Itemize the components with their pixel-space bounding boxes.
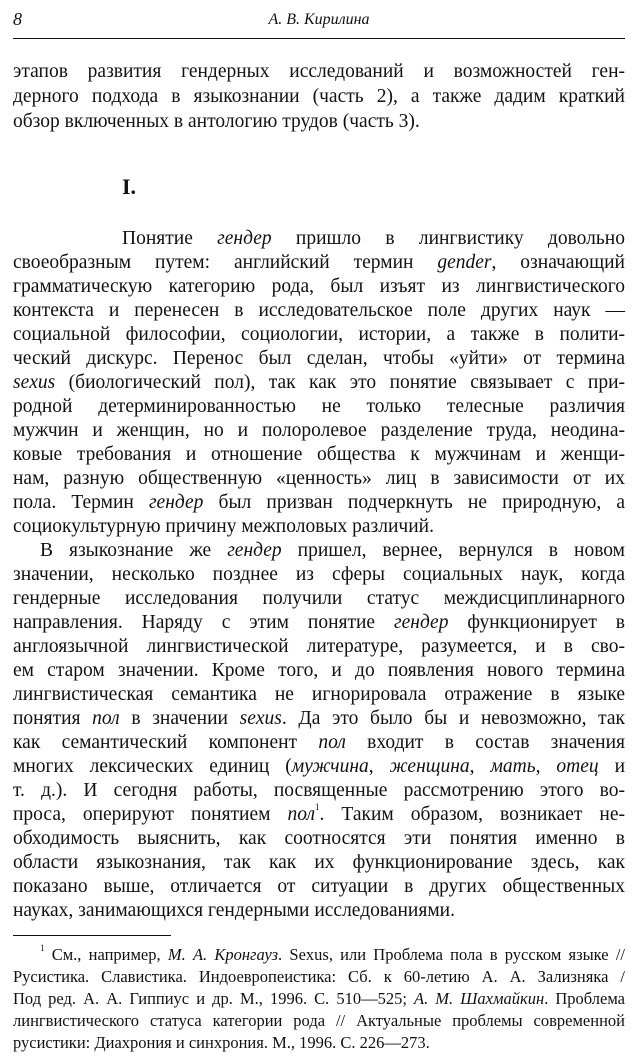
text-line: sexus (биологический пол), так как это понятие связывает с при- bbox=[13, 372, 625, 393]
footnote-line: $^1$ См., например, М. А. Кронгауз. Sexus, или Проблема пола в русском языке // bbox=[40, 943, 625, 964]
text-line: родной детерминированностью не только телесные различия bbox=[13, 396, 625, 417]
text-line: ем старом значении. Кроме того, и до появления нового термина bbox=[13, 660, 625, 681]
text-line: значении, несколько позднее из сферы социальных наук, когда bbox=[13, 564, 625, 585]
text-line: мужчин и женщин, но и полоролевое разделение труда, неодина- bbox=[13, 420, 625, 441]
text-line: пола. Термин гендер был призван подчеркнуть не природную, а bbox=[13, 492, 625, 513]
text-line: В языкознание же гендер пришел, вернее, вернулся в новом bbox=[40, 540, 625, 561]
text-line: показано выше, отличается от ситуации в других общественных bbox=[13, 876, 625, 897]
text-line: области языкознания, так как их функционирование здесь, как bbox=[13, 852, 625, 873]
footnote-marker: 1 bbox=[40, 943, 45, 953]
text-line: как семантический компонент пол входит в состав значения bbox=[13, 732, 625, 753]
text-line: контекста и перенесен в исследовательское поле других наук — bbox=[13, 300, 625, 321]
footnote-ref[interactable]: 1 bbox=[315, 802, 320, 812]
text-line: ковые требования и отношение общества к мужчинам и женщи- bbox=[13, 444, 625, 465]
running-header bbox=[13, 8, 625, 39]
text-line: социокультурную причину межполовых различий. bbox=[13, 516, 434, 537]
text-line: дерного подхода в языкознании (часть 2), а также дадим краткий bbox=[13, 86, 625, 107]
text-line: ческий дискурс. Перенос был сделан, чтобы «уйти» от термина bbox=[13, 348, 625, 369]
text-line: обзор включенных в антологию трудов (часть 3). bbox=[13, 111, 420, 132]
text-line: проса, оперируют понятием пол$^1$. Таким образом, возникает не- bbox=[13, 802, 625, 825]
page-number: 8 bbox=[13, 9, 22, 29]
text-line: нам, разную общественную «ценность» лиц в зависимости от их bbox=[13, 468, 625, 489]
text-line: обходимость выяснить, как соотносятся эти понятия именно в bbox=[13, 828, 625, 849]
footnote-line: Под ред. А. А. Гиппиус и др. М., 1996. С. 510—525; А. М. Шахмайкин. Проблема bbox=[13, 989, 625, 1008]
text-line: направления. Наряду с этим понятие гендер функционирует в bbox=[13, 612, 625, 633]
text-line: этапов развития гендерных исследований и возможностей ген- bbox=[13, 61, 625, 82]
text-line: грамматическую категорию рода, был изъят из лингвистического bbox=[13, 276, 625, 297]
text-line: Понятие гендер пришло в лингвистику довольно bbox=[122, 228, 625, 249]
text-line: социальной философии, социологии, истории, а также в полити- bbox=[13, 324, 625, 345]
text-line: лингвистическая семантика не игнорировала отражение в языке bbox=[13, 684, 625, 705]
section-heading: I. bbox=[122, 174, 137, 199]
text-line: понятия пол в значении sexus. Да это было бы и невозможно, так bbox=[13, 708, 625, 729]
footnote-divider bbox=[13, 935, 171, 936]
running-title-author: А. В. Кирилина bbox=[268, 11, 370, 28]
text-line: науках, занимающихся гендерными исследованиями. bbox=[13, 900, 455, 921]
text-line: т. д.). И сегодня работы, посвященные рассмотрению этого во- bbox=[13, 780, 625, 801]
text-line: своеобразным путем: английский термин gender, означающий bbox=[13, 252, 625, 273]
footnote-line: лингвистического статуса категории рода // Актуальные проблемы современной bbox=[13, 1011, 625, 1030]
text-line: гендерные исследования получили статус междисциплинарного bbox=[13, 588, 625, 609]
text-line: многих лексических единиц (мужчина, женщина, мать, отец и bbox=[13, 756, 626, 777]
footnote-line: Русистика. Славистика. Индоевропеистика: Сб. к 60-летию А. А. Зализняка / bbox=[13, 967, 625, 986]
footnote-line: русистики: Диахрония и синхрония. М., 1996. С. 226—273. bbox=[13, 1033, 430, 1052]
text-line: англоязычной лингвистической литературе, разумеется, и в сво- bbox=[13, 636, 625, 657]
